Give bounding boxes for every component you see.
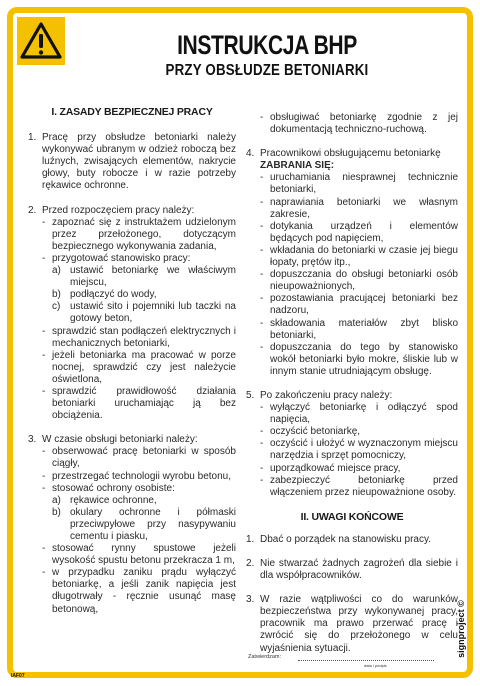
item-number: 3. bbox=[28, 434, 37, 446]
right-column bbox=[246, 112, 458, 667]
section-heading: I. ZASADY BEZPIECZNEJ PRACY bbox=[51, 106, 213, 118]
sub-item: - sprawdzić prawidłowość działania betoniarki uruchamiając ją bez obciążenia. bbox=[42, 385, 236, 422]
warning-triangle-icon bbox=[17, 17, 65, 65]
sub-item: - stosować rynny spustowe jeżeli wysokość spustu betonu przekracza 1 m, bbox=[42, 543, 236, 567]
sub-item: - sprawdzić stan podłączeń elektrycznych i mechanicznych betoniarki, bbox=[42, 325, 236, 349]
item-number: 4. bbox=[246, 148, 255, 160]
brand-mark bbox=[455, 594, 467, 670]
sub-item: - zabezpieczyć betoniarkę przed włączeniem przez nieupoważnione osoby. bbox=[260, 474, 458, 498]
lettered-item: b) podłączyć do wody, bbox=[52, 289, 157, 301]
sub-item: - wyłączyć betoniarkę i odłączyć spod napięcia, bbox=[260, 402, 458, 426]
item-text: W razie wątpliwości co do warunków bezpieczeństwa przy wykonywanej pracy, pracownik ma prawo przerwać pracę i zwrócić się do przełożonego w celu wyjaśnienia sytuacji. bbox=[260, 594, 458, 654]
list-item bbox=[28, 434, 236, 615]
list-item bbox=[246, 534, 458, 546]
left-column bbox=[28, 106, 236, 628]
item-intro: Pracownikowi obsługującemu betoniarkę bbox=[260, 148, 441, 160]
item-intro: Po zakończeniu pracy należy: bbox=[260, 389, 393, 401]
item-intro: Przed rozpoczęciem pracy należy: bbox=[42, 204, 195, 216]
list-item bbox=[246, 390, 458, 499]
item-number: 1. bbox=[246, 533, 255, 545]
product-code: IAF07 bbox=[11, 673, 25, 679]
section-heading: II. UWAGI KOŃCOWE bbox=[300, 510, 404, 523]
page-title: INSTRUKCJA BHP bbox=[177, 30, 357, 60]
lettered-item: b) okulary ochronne i półmaski przeciwpyłowe przy nasypywaniu cementu i piasku, bbox=[52, 506, 236, 542]
list-item bbox=[246, 558, 458, 582]
list-item bbox=[246, 594, 458, 654]
sub-item: - uporządkować miejsce pracy, bbox=[260, 462, 401, 474]
sub-item: - przygotować stanowisko pracy: bbox=[42, 252, 191, 264]
sub-item: - oczyścić betoniarkę, bbox=[260, 426, 361, 438]
sub-item: - pozostawiania pracującej betoniarki bez nadzoru, bbox=[260, 293, 458, 317]
item-number: 2. bbox=[28, 204, 37, 216]
item-text: Dbać o porządek na stanowisku pracy. bbox=[260, 533, 432, 545]
sub-item: - wkładania do betoniarki w czasie jej biegu łopaty, prętów itp., bbox=[260, 244, 458, 269]
sub-item: - uruchamiania niesprawnej technicznie betoniarki, bbox=[260, 172, 458, 196]
item-number: 1. bbox=[28, 132, 37, 144]
item-number: 2. bbox=[246, 558, 255, 569]
sub-item: - dopuszczania do tego by stanowisko wokół betoniarki było mokre, śliskie lub w innym stanie utrudniającym obsługę. bbox=[260, 341, 458, 377]
sub-item: - jeżeli betoniarka ma pracować w porze nocnej, sprawdzić czy jest należycie oświetlona, bbox=[42, 349, 236, 385]
approval-label: Zatwierdzam: bbox=[248, 654, 282, 660]
brand-text: signproject © bbox=[456, 600, 466, 658]
page-subtitle: PRZY OBSŁUDZE BETONIARKI bbox=[165, 62, 369, 79]
sub-item: - dotykania urządzeń i elementów będących pod napięciem, bbox=[260, 220, 458, 244]
sub-item: - oczyścić i ułożyć w wyznaczonym miejscu narzędzia i sprzęt pomocniczy, bbox=[260, 438, 458, 462]
lettered-item: a) ustawić betoniarkę we właściwym miejscu, bbox=[52, 265, 236, 289]
lettered-item: a) rękawice ochronne, bbox=[52, 494, 157, 506]
list-item bbox=[28, 132, 236, 192]
sub-item: - w przypadku zaniku prądu wyłączyć betoniarkę, a jeśli zanik napięcia jest długotrwały - ręcznie usunąć masę betonową, bbox=[42, 567, 236, 615]
forbidden-label: ZABRANIA SIĘ: bbox=[260, 160, 335, 172]
item-text: Nie stwarzać żadnych zagrożeń dla siebie i dla współpracowników. bbox=[260, 558, 458, 582]
item-text: Pracę przy obsłudze betoniarki należy wykonywać ubranym w odzież roboczą bez luźnych, zwisających elementów, nakrycie głowy, buty robocze i w razie potrzeby rękawice ochronne. bbox=[42, 132, 236, 192]
sub-item: - stosować ochrony osobiste: bbox=[42, 482, 175, 494]
signature-dotted-line bbox=[298, 660, 434, 661]
sub-item: - obserwować pracę betoniarki w sposób ciągły, bbox=[42, 446, 236, 470]
lettered-item: c) ustawić sito i pojemniki lub taczki na gotowy beton, bbox=[52, 301, 236, 325]
date-sign-label: data i podpis bbox=[364, 663, 387, 668]
item-number: 5. bbox=[246, 389, 255, 401]
item-intro: W czasie obsługi betoniarki należy: bbox=[42, 434, 198, 446]
list-item bbox=[246, 148, 458, 378]
sub-item: - składowania materiałów zbyt blisko betoniarki, bbox=[260, 317, 458, 341]
sub-item: - przestrzegać technologii wyrobu betonu, bbox=[42, 470, 231, 482]
item-number: 3. bbox=[246, 594, 255, 606]
list-item bbox=[28, 205, 236, 423]
sub-item: - naprawiania betoniarki we własnym zakresie, bbox=[260, 196, 458, 220]
sub-item: - dopuszczania do obsługi betoniarki osób nieupoważnionych, bbox=[260, 269, 458, 293]
sub-item: - zapoznać się z instruktażem udzielonym przez przełożonego, dotyczącym bezpiecznego wykonywania zadania, bbox=[42, 216, 236, 252]
sub-item: - obsługiwać betoniarkę zgodnie z jej dokumentacją techniczno-ruchową. bbox=[260, 112, 458, 136]
